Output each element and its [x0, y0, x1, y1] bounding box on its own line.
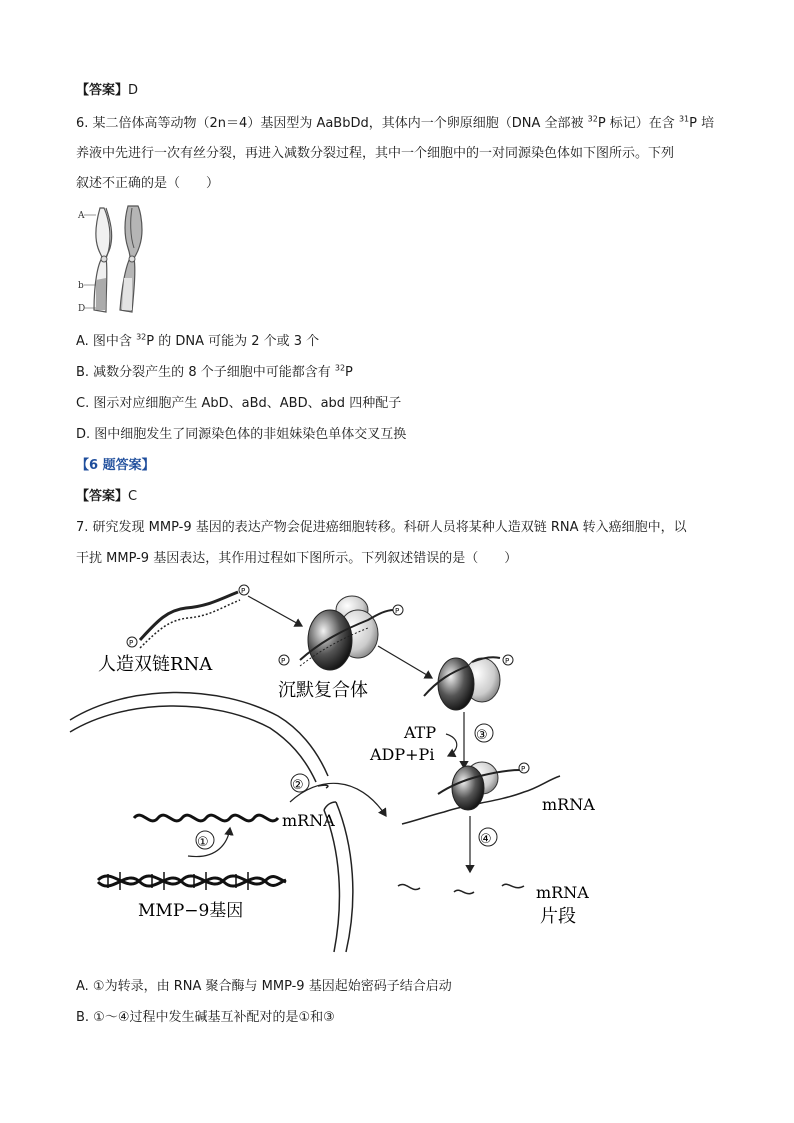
q6-section-label: 【6 题答案】 [76, 458, 155, 473]
phosphate-label: P [505, 657, 510, 665]
answer-tag: 【答案】 [76, 83, 129, 98]
q6-stem-text: 6. 某二倍体高等动物（2n＝4）基因型为 AaBbDd，其体内一个卵原细胞（DNA 全部被 [76, 116, 588, 131]
phosphate-label: P [521, 765, 526, 773]
rna-interference-diagram [68, 580, 668, 960]
superscript: 32 [334, 363, 346, 373]
q6-stem-text: P 标记）在含 [597, 116, 679, 131]
q6-option-d: D. 图中细胞发生了同源染色体的非姐妹染色单体交叉互换 [76, 427, 407, 442]
q7-stem-line-2: 干扰 MMP-9 基因表达，其作用过程如下图所示。下列叙述错误的是（ ） [76, 551, 518, 566]
activated-complex [424, 655, 513, 710]
atp-label: ATP [404, 723, 437, 742]
option-text: P 的 DNA 可能为 2 个或 3 个 [146, 334, 320, 349]
mrna-right-label: mRNA [542, 795, 595, 814]
chromosome-figure [76, 202, 158, 318]
q6-answer-line [76, 488, 137, 506]
step-1-label: ① [197, 835, 209, 850]
q6-stem-line-3: 叙述不正确的是（ ） [76, 176, 220, 191]
mrna-fragments [398, 884, 524, 893]
phosphate-label: P [241, 587, 246, 595]
step-2-label: ② [292, 778, 304, 793]
answer-value: C [128, 489, 138, 504]
q7-option-a: A. ①为转录，由 RNA 聚合酶与 MMP-9 基因起始密码子结合启动 [76, 979, 452, 994]
mrna-nucleus-label: mRNA [282, 811, 335, 830]
step-3-label: ③ [476, 728, 488, 743]
left-centromere [101, 256, 107, 262]
answer-tag: 【答案】 [76, 489, 129, 504]
gene-label: MMP−9基因 [138, 901, 244, 921]
gene-label-d: D [78, 304, 86, 314]
artificial-dsrna [127, 585, 249, 648]
q7-stem-line-1: 7. 研究发现 MMP-9 基因的表达产物会促进癌细胞转移。科研人员将某种人造双链 RNA 转入癌细胞中，以 [76, 520, 687, 535]
answer-value: D [128, 83, 139, 98]
superscript: 32 [136, 332, 147, 342]
complex-on-mrna [402, 762, 560, 824]
q6-option-c: C. 图示对应细胞产生 AbD、aBd、ABD、abd 四种配子 [76, 396, 402, 411]
right-centromere [129, 256, 135, 262]
silencing-complex [279, 596, 403, 670]
arrow [248, 596, 302, 626]
artificial-rna-label: 人造双链RNA [98, 654, 213, 675]
silencing-complex-label: 沉默复合体 [278, 680, 368, 701]
gene-label-a: A [78, 211, 85, 221]
q6-stem-text: P 培 [689, 116, 715, 131]
mrna-fragment-label-1: mRNA [536, 883, 589, 902]
exchanged-segment [96, 278, 106, 310]
mrna-fragment-label-2: 片段 [540, 906, 576, 927]
arrow [378, 646, 432, 678]
option-text: B. 减数分裂产生的 8 个子细胞中可能都含有 [76, 365, 335, 380]
q6-option-a [76, 333, 319, 351]
phosphate-label: P [281, 657, 286, 665]
mrna-strand [134, 815, 278, 821]
adp-pi-label: ADP+Pi [370, 745, 435, 764]
q6-stem-line-2: 养液中先进行一次有丝分裂，再进入减数分裂过程，其中一个细胞中的一对同源染色体如下图所示。下列 [76, 146, 675, 161]
arrow [446, 734, 457, 756]
phosphate-label: P [395, 607, 400, 615]
superscript: 32 [587, 114, 598, 124]
option-text: P [345, 365, 353, 380]
gene-label-b: b [78, 281, 84, 291]
superscript: 31 [678, 114, 690, 124]
q6-option-b [76, 364, 353, 382]
q7-option-b: B. ①～④过程中发生碱基互补配对的是①和③ [76, 1010, 335, 1025]
phosphate-label: P [129, 639, 134, 647]
step-4-label: ④ [480, 832, 492, 847]
option-text: A. 图中含 [76, 334, 137, 349]
prev-answer-line [76, 82, 138, 100]
dna-double-helix [98, 872, 286, 890]
q6-stem-line-1 [76, 115, 714, 133]
